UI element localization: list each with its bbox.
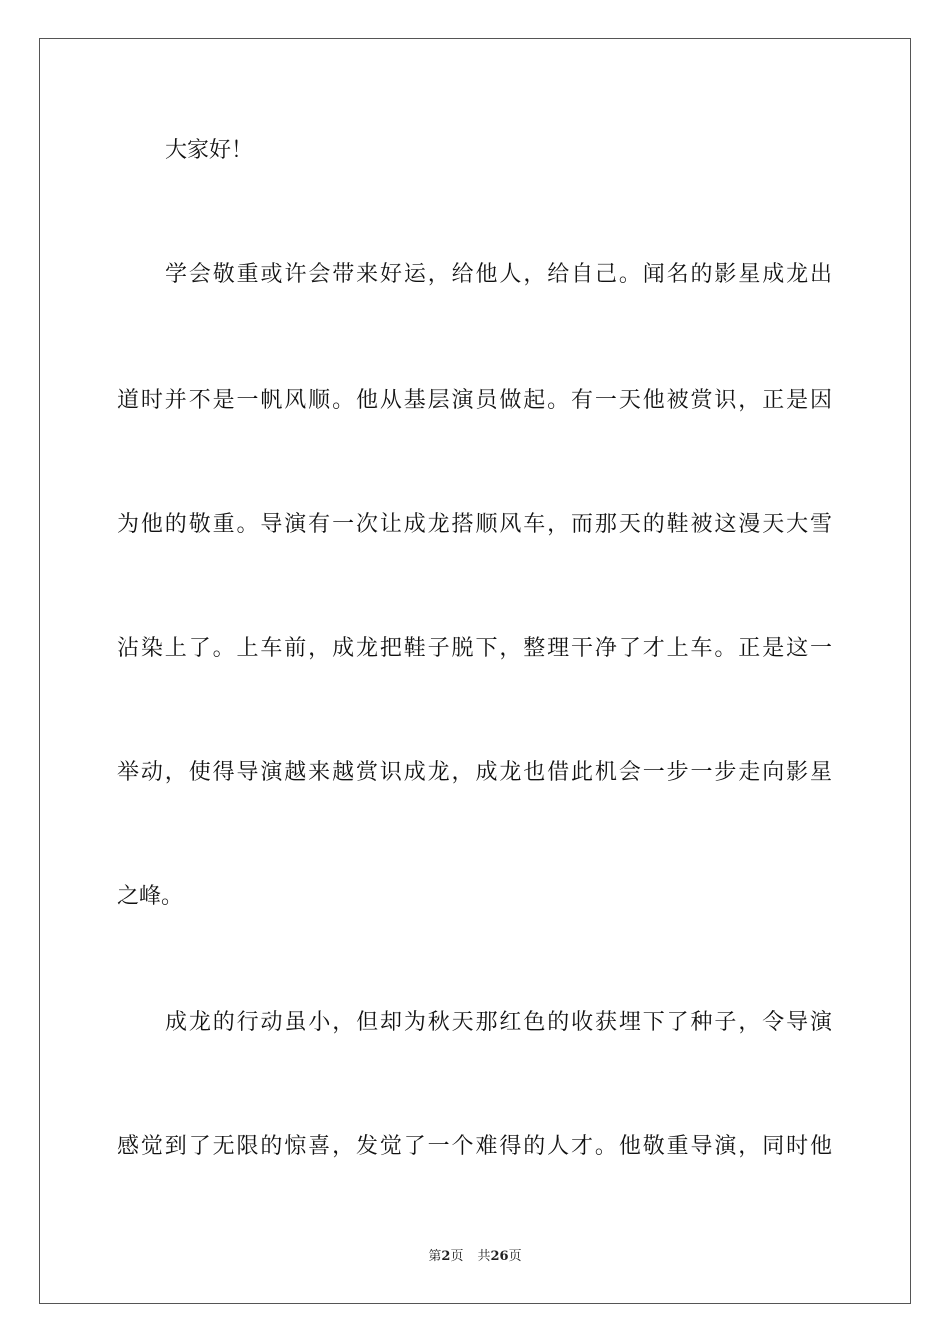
paragraph-2-line-2: 感觉到了无限的惊喜，发觉了一个难得的人才。他敬重导演，同时他 <box>117 1134 832 1159</box>
page-suffix: 页 <box>450 1249 464 1264</box>
paragraph-1-line-6: 之峰。 <box>117 884 184 909</box>
page-number: 2 <box>441 1249 451 1264</box>
paragraph-1-line-1: 学会敬重或许会带来好运，给他人，给自己。闻名的影星成龙出 <box>165 262 832 287</box>
paragraph-1-line-3: 为他的敬重。导演有一次让成龙搭顺风车，而那天的鞋被这漫天大雪 <box>117 512 832 537</box>
page-footer <box>0 1248 950 1266</box>
total-prefix: 共 <box>477 1249 491 1264</box>
paragraph-2-line-1: 成龙的行动虽小，但却为秋天那红色的收获埋下了种子，令导演 <box>165 1010 832 1035</box>
page-prefix: 第 <box>428 1249 442 1264</box>
paragraph-1-line-5: 举动，使得导演越来越赏识成龙，成龙也借此机会一步一步走向影星 <box>117 760 832 785</box>
paragraph-1-line-4: 沾染上了。上车前，成龙把鞋子脱下，整理干净了才上车。正是这一 <box>117 636 832 661</box>
total-pages: 26 <box>490 1249 509 1264</box>
page-frame <box>39 38 911 1304</box>
total-suffix: 页 <box>508 1249 522 1264</box>
paragraph-1-line-2: 道时并不是一帆风顺。他从基层演员做起。有一天他被赏识，正是因 <box>117 388 832 413</box>
greeting-line: 大家好！ <box>165 138 254 163</box>
